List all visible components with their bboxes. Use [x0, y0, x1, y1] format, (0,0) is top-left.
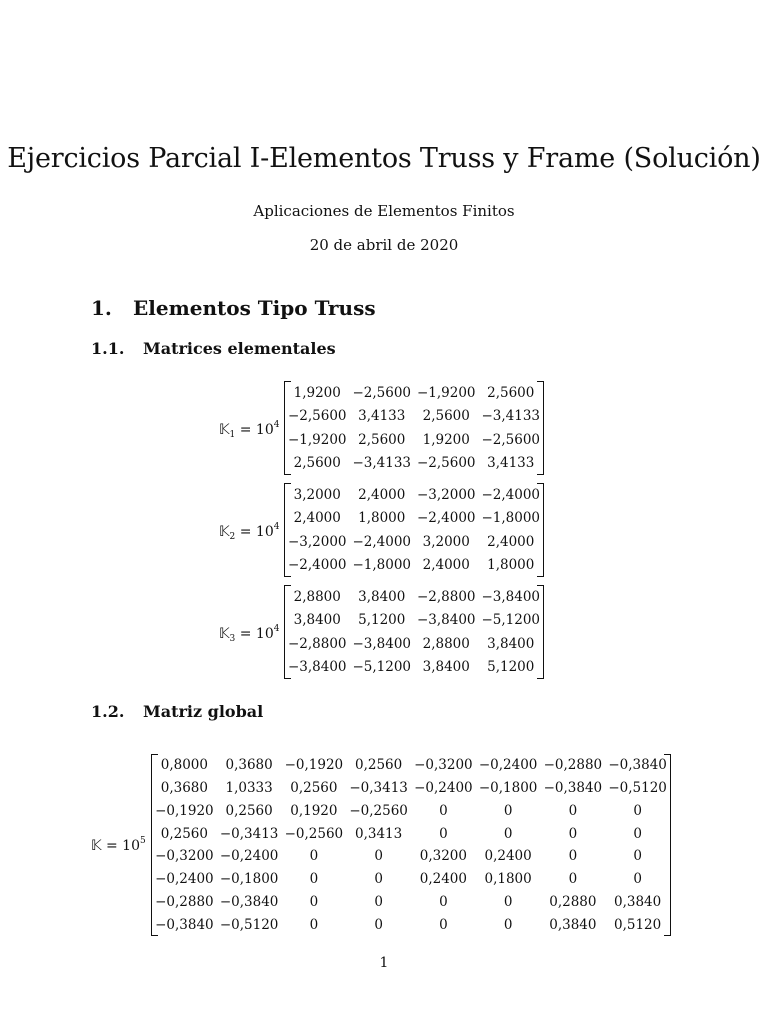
- k1-exponent: 4: [273, 420, 280, 430]
- matrix-cell: −2,5600: [352, 384, 412, 401]
- matrix-cell: 0: [568, 802, 578, 819]
- matrix-cell: −0,2400: [478, 757, 538, 774]
- matrix-cell: 1,8000: [487, 557, 535, 574]
- matrix-cell: 0: [374, 871, 383, 888]
- matrix-cell: −0,1800: [478, 780, 538, 797]
- matrix-cell: −0,3840: [543, 780, 603, 797]
- matrix-cell: −1,8000: [481, 510, 541, 527]
- matrix-cell: −0,1920: [155, 802, 214, 819]
- matrix-cell: 0,5120: [614, 916, 662, 933]
- matrix-cell: 0: [439, 802, 448, 819]
- subsection-number: 1.2.: [91, 702, 125, 721]
- matrix-row: [285, 530, 543, 554]
- matrix-cell: 0: [374, 848, 383, 865]
- matrix-k3-body: [285, 585, 543, 679]
- matrix-cell: 0: [309, 916, 319, 933]
- matrix-cell: −2,4000: [352, 533, 412, 550]
- matrix-cell: −2,5600: [481, 431, 541, 448]
- matrix-cell: 0,3680: [160, 780, 208, 797]
- matrix-cell: 0,2400: [419, 871, 467, 888]
- matrix-cell: 3,8400: [487, 635, 535, 652]
- matrix-cell: 5,1200: [487, 659, 535, 676]
- subsection-heading-1-1: [91, 339, 336, 358]
- matrix-row: [285, 554, 543, 578]
- matrix-cell: 0,3840: [614, 893, 662, 910]
- matrix-cell: 2,4000: [358, 486, 406, 503]
- k3-exponent: 4: [273, 624, 280, 634]
- matrix-cell: 0: [503, 916, 513, 933]
- matrix-row: [152, 913, 670, 936]
- subsection-heading-1-2: [91, 702, 263, 721]
- k2-subscript: 2: [229, 532, 236, 542]
- matrix-row: [152, 777, 670, 800]
- matrix-cell: 0: [633, 802, 642, 819]
- matrix-row: [152, 845, 670, 868]
- matrix-cell: 3,8400: [358, 588, 406, 605]
- matrix-k3-table: [285, 585, 543, 679]
- k1-subscript: 1: [229, 430, 236, 440]
- matrix-global-body: [152, 754, 670, 936]
- matrix-cell: 2,4000: [422, 557, 470, 574]
- matrix-cell: 0: [309, 848, 319, 865]
- document-date: 20 de abril de 2020: [309, 236, 459, 254]
- matrix-global-label: [91, 836, 146, 854]
- matrix-k2-table: [285, 483, 543, 577]
- matrix-cell: 0: [568, 848, 578, 865]
- matrix-cell: −0,5120: [608, 780, 667, 797]
- matrix-cell: −1,9200: [416, 384, 476, 401]
- matrix-cell: 1,9200: [293, 384, 341, 401]
- matrix-cell: −1,9200: [287, 431, 347, 448]
- matrix-cell: −2,5600: [287, 408, 347, 425]
- document-title: Ejercicios Parcial I-Elementos Truss y Frame (Solución): [7, 143, 761, 174]
- matrix-cell: −3,8400: [481, 588, 541, 605]
- matrix-cell: −0,3200: [414, 757, 473, 774]
- k2-exponent: 4: [273, 522, 280, 532]
- matrix-row: [285, 405, 543, 429]
- matrix-row: [152, 754, 670, 777]
- kglobal-symbol: 𝕂: [91, 838, 102, 854]
- k1-factor: = 10: [239, 422, 274, 438]
- kglobal-exponent: 5: [140, 836, 146, 846]
- matrix-row: [285, 483, 543, 507]
- subsection-title: Matrices elementales: [143, 339, 336, 358]
- matrix-row: [152, 891, 670, 914]
- matrix-cell: 0,2560: [160, 825, 208, 842]
- matrix-cell: −3,4133: [481, 408, 541, 425]
- matrix-cell: 0: [439, 825, 448, 842]
- matrix-cell: 2,5600: [358, 431, 406, 448]
- matrix-row: [285, 452, 543, 476]
- section-title: Elementos Tipo Truss: [133, 296, 376, 320]
- matrix-cell: −3,8400: [352, 635, 412, 652]
- matrix-k3-label: [219, 624, 279, 644]
- matrix-cell: −0,3840: [219, 893, 279, 910]
- matrix-cell: −2,4000: [287, 557, 347, 574]
- k1-symbol: 𝕂: [219, 422, 230, 438]
- matrix-cell: 2,5600: [487, 384, 535, 401]
- document-subtitle: Aplicaciones de Elementos Finitos: [253, 202, 515, 220]
- matrix-k1-body: [285, 381, 543, 475]
- matrix-cell: 0,3200: [419, 848, 467, 865]
- matrix-cell: 0: [568, 825, 578, 842]
- matrix-cell: 0: [439, 916, 448, 933]
- matrix-cell: −3,8400: [416, 612, 476, 629]
- matrix-row: [285, 507, 543, 531]
- matrix-cell: −3,2000: [287, 533, 347, 550]
- matrix-cell: 5,1200: [358, 612, 406, 629]
- matrix-cell: −2,8800: [287, 635, 347, 652]
- matrix-cell: 3,2000: [422, 533, 470, 550]
- matrix-cell: −2,5600: [416, 455, 476, 472]
- matrix-cell: 0: [503, 893, 513, 910]
- matrix-row: [152, 868, 670, 891]
- matrix-cell: 0,2560: [290, 780, 338, 797]
- matrix-cell: 0,3413: [355, 825, 403, 842]
- matrix-global-table: [152, 754, 670, 936]
- matrix-cell: −5,1200: [481, 612, 541, 629]
- matrix-row: [285, 656, 543, 680]
- matrix-cell: −0,2880: [155, 893, 214, 910]
- matrix-cell: −2,4000: [416, 510, 476, 527]
- matrix-cell: 0,8000: [160, 757, 208, 774]
- matrix-cell: −0,2560: [284, 825, 344, 842]
- matrix-k1-table: [285, 381, 543, 475]
- matrix-cell: −0,3840: [155, 916, 214, 933]
- matrix-cell: −0,5120: [219, 916, 279, 933]
- matrix-cell: 3,8400: [422, 659, 470, 676]
- matrix-cell: −0,3200: [155, 848, 214, 865]
- matrix-cell: −0,2400: [414, 780, 473, 797]
- matrix-cell: 3,2000: [293, 486, 341, 503]
- matrix-cell: −2,8800: [416, 588, 476, 605]
- matrix-k2-body: [285, 483, 543, 577]
- kglobal-factor: = 10: [106, 838, 140, 854]
- k3-subscript: 3: [229, 634, 236, 644]
- matrix-cell: 2,8800: [422, 635, 470, 652]
- matrix-cell: −0,1800: [219, 871, 279, 888]
- matrix-cell: 3,4133: [358, 408, 406, 425]
- matrix-cell: −0,2880: [543, 757, 603, 774]
- subsection-title: Matriz global: [143, 702, 264, 721]
- matrix-k2: [284, 483, 544, 577]
- matrix-cell: 0,2400: [484, 848, 532, 865]
- matrix-cell: 0: [439, 893, 448, 910]
- matrix-cell: 0: [374, 893, 383, 910]
- matrix-k1: [284, 381, 544, 475]
- matrix-cell: 0: [309, 893, 319, 910]
- matrix-k2-label: [219, 522, 279, 542]
- matrix-cell: −1,8000: [352, 557, 412, 574]
- matrix-cell: 2,4000: [487, 533, 535, 550]
- matrix-cell: −3,2000: [416, 486, 476, 503]
- matrix-cell: 1,0333: [225, 780, 273, 797]
- matrix-cell: 0,3680: [225, 757, 273, 774]
- matrix-cell: −0,2560: [349, 802, 408, 819]
- k2-symbol: 𝕂: [219, 524, 230, 540]
- matrix-cell: −5,1200: [352, 659, 412, 676]
- section-number: 1.: [91, 296, 112, 320]
- matrix-cell: 0: [374, 916, 383, 933]
- matrix-row: [285, 632, 543, 656]
- matrix-row: [285, 428, 543, 452]
- matrix-row: [285, 585, 543, 609]
- matrix-cell: 2,5600: [422, 408, 470, 425]
- matrix-cell: −0,2400: [219, 848, 279, 865]
- matrix-cell: 2,8800: [293, 588, 341, 605]
- page-number: 1: [379, 955, 389, 971]
- subsection-number: 1.1.: [91, 339, 125, 358]
- matrix-row: [152, 822, 670, 845]
- matrix-row: [285, 609, 543, 633]
- k3-symbol: 𝕂: [219, 626, 230, 642]
- matrix-cell: 0: [633, 871, 642, 888]
- matrix-cell: −0,3413: [349, 780, 408, 797]
- matrix-cell: 0,2560: [355, 757, 403, 774]
- matrix-cell: 0: [633, 825, 642, 842]
- matrix-cell: 0,2880: [549, 893, 597, 910]
- matrix-cell: −0,1920: [284, 757, 344, 774]
- matrix-k1-label: [219, 420, 279, 440]
- matrix-cell: 0,2560: [225, 802, 273, 819]
- matrix-cell: −0,3413: [219, 825, 279, 842]
- matrix-cell: −2,4000: [481, 486, 541, 503]
- matrix-cell: 2,5600: [293, 455, 341, 472]
- k3-factor: = 10: [239, 626, 274, 642]
- matrix-cell: 0,1920: [290, 802, 338, 819]
- matrix-cell: 0,1800: [484, 871, 532, 888]
- k2-factor: = 10: [239, 524, 274, 540]
- matrix-cell: 0: [503, 825, 513, 842]
- matrix-row: [285, 381, 543, 405]
- matrix-cell: 1,8000: [358, 510, 406, 527]
- matrix-cell: 0: [309, 871, 319, 888]
- matrix-cell: −3,4133: [352, 455, 412, 472]
- matrix-cell: 0: [633, 848, 642, 865]
- matrix-cell: 2,4000: [293, 510, 341, 527]
- matrix-cell: 1,9200: [422, 431, 470, 448]
- section-heading-1: [91, 296, 376, 320]
- matrix-cell: 3,8400: [293, 612, 341, 629]
- matrix-cell: 0: [568, 871, 578, 888]
- matrix-cell: −3,8400: [287, 659, 347, 676]
- matrix-global: [151, 754, 671, 936]
- matrix-cell: 3,4133: [487, 455, 535, 472]
- matrix-cell: 0: [503, 802, 513, 819]
- matrix-cell: −0,2400: [155, 871, 214, 888]
- matrix-cell: 0,3840: [549, 916, 597, 933]
- matrix-k3: [284, 585, 544, 679]
- matrix-row: [152, 800, 670, 823]
- matrix-cell: −0,3840: [608, 757, 667, 774]
